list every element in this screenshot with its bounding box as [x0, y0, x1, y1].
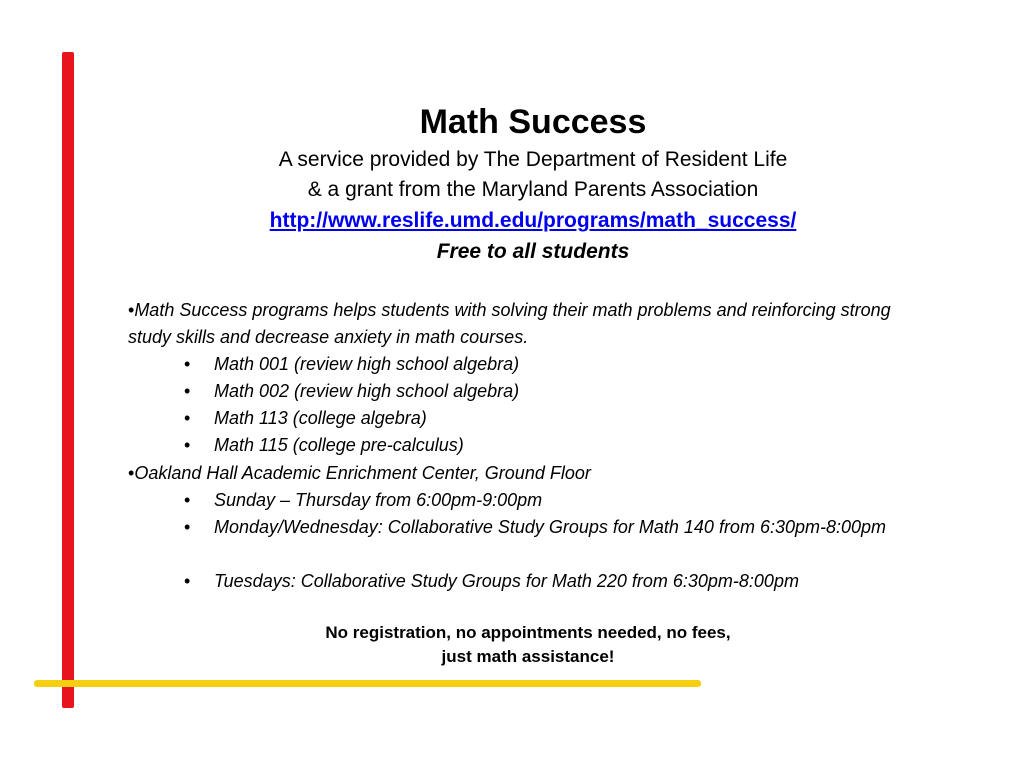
bullet-icon: •	[184, 408, 191, 428]
list-item: Math 115 (college pre-calculus)	[214, 435, 464, 455]
bottom-yellow-accent-bar	[34, 680, 701, 687]
list-item: Math 001 (review high school algebra)	[214, 354, 520, 374]
bullet-icon: •	[184, 517, 191, 537]
section-2-text: Oakland Hall Academic Enrichment Center, Ground Floor	[134, 463, 591, 483]
bullet-icon: •	[184, 571, 191, 591]
bullet-icon: •	[128, 300, 135, 320]
subtitle-line-1: A service provided by The Department of Resident Life	[278, 148, 788, 171]
section-2-paragraph	[128, 460, 938, 487]
list-item: Math 002 (review high school algebra)	[214, 381, 520, 401]
bullet-icon: •	[184, 354, 191, 374]
free-note: Free to all students	[436, 240, 630, 263]
list-item: Math 113 (college algebra)	[214, 408, 427, 428]
bullet-icon: •	[184, 381, 191, 401]
footer-line-2: just math assistance!	[441, 647, 615, 666]
list-item: Monday/Wednesday: Collaborative Study Groups for Math 140 from 6:30pm-8:00pm	[214, 517, 887, 537]
footer-line-1: No registration, no appointments needed, no fees,	[325, 623, 731, 642]
list-item: Sunday – Thursday from 6:00pm-9:00pm	[214, 490, 543, 510]
left-red-accent-bar	[62, 52, 74, 708]
list-item: Tuesdays: Collaborative Study Groups for Math 220 from 6:30pm-8:00pm	[214, 571, 799, 591]
section-1-text: Math Success programs helps students with solving their math problems and reinforcing strong study skills and decrease anxiety in math courses.	[128, 300, 891, 347]
section-1-paragraph	[128, 297, 938, 351]
bullet-icon: •	[128, 463, 135, 483]
bullet-icon: •	[184, 490, 191, 510]
program-link[interactable]: http://www.reslife.umd.edu/programs/math_success/	[269, 209, 797, 232]
subtitle-line-2: & a grant from the Maryland Parents Association	[307, 178, 759, 201]
bullet-icon: •	[184, 435, 191, 455]
slide-title: Math Success	[419, 103, 647, 141]
